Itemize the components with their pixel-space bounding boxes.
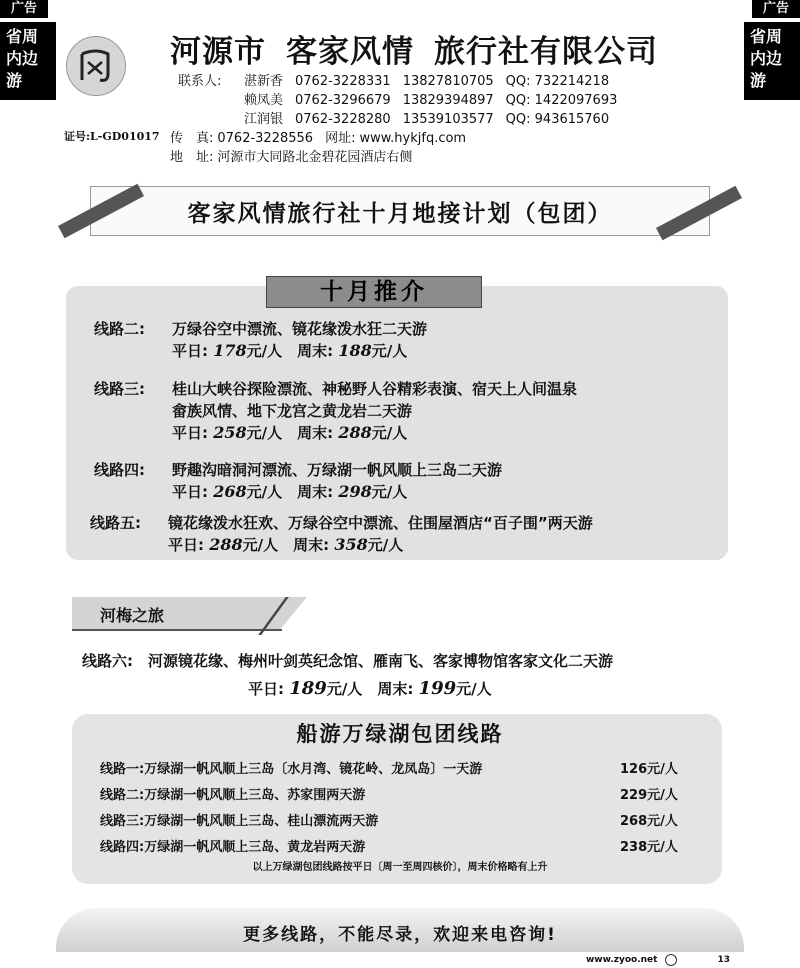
contact-row <box>178 91 629 110</box>
banner-title: 客家风情旅行社十月地接计划（包团） <box>90 186 710 236</box>
boat-route <box>100 784 365 803</box>
contact-mobile: 13539103577 <box>402 112 494 127</box>
route-label: 线路一: <box>100 762 145 777</box>
weekend-price: 288 <box>338 423 372 442</box>
company-city: 河源市 <box>170 34 266 70</box>
route-desc: 万绿湖一帆风顺上三岛、苏家围两天游 <box>144 788 366 803</box>
route-label: 线路五: <box>90 514 141 532</box>
price-unit: 元/人 <box>246 483 283 501</box>
weekend-label: 周末: <box>377 680 414 698</box>
license-number: 证号:L-GD01017 <box>64 130 160 143</box>
contact-mobile: 13827810705 <box>402 74 494 89</box>
route-desc: 镜花缘泼水狂欢、万绿谷空中漂流、住围屋酒店“百子围”两天游 <box>168 514 593 532</box>
weekday-label: 平日: <box>172 483 208 501</box>
weekend-label: 周末: <box>297 483 334 501</box>
ad-label: 广告 <box>752 0 800 18</box>
price-unit: 元/人 <box>456 680 492 698</box>
weekday-label: 平日: <box>168 536 204 554</box>
route-label: 线路二: <box>94 320 145 338</box>
route-label: 线路三: <box>94 380 145 398</box>
weekend-price: 199 <box>418 678 457 699</box>
plan-banner <box>90 184 710 238</box>
price-unit: 元/人 <box>371 342 408 360</box>
boat-route <box>100 836 365 855</box>
route-six <box>82 650 613 671</box>
route-desc: 万绿湖一帆风顺上三岛、桂山漂流两天游 <box>144 814 379 829</box>
weekday-price: 268 <box>213 482 247 501</box>
contact-name: 湛新香 <box>244 74 284 89</box>
fax-label: 传 真: <box>170 131 214 146</box>
fax-row <box>170 129 629 148</box>
fax-number: 0762-3228556 <box>217 131 314 146</box>
route-desc: 畲族风情、地下龙宫之黄龙岩二天游 <box>172 402 413 420</box>
weekday-price: 178 <box>213 341 247 360</box>
price-unit: 元/人 <box>326 680 363 698</box>
address-text: 河源市大同路北金碧花园酒店右侧 <box>217 150 413 165</box>
weekend-price: 358 <box>334 535 368 554</box>
price-unit: 元/人 <box>371 483 408 501</box>
weekday-price: 189 <box>289 678 327 699</box>
contact-mobile: 13829394897 <box>402 93 494 108</box>
boat-note: 以上万绿湖包团线路按平日〔周一至周四核价〕，周末价格略有上升 <box>252 862 548 873</box>
company-brand: 客家风情 <box>286 34 414 70</box>
route-six-price <box>248 678 492 699</box>
price-unit: 元/人 <box>246 342 283 360</box>
route-item <box>94 459 502 503</box>
route-desc: 野趣沟暗洞河漂流、万绿湖一帆风顺上三岛二天游 <box>172 461 503 479</box>
contact-qq: QQ: 732214218 <box>505 74 610 89</box>
logo-mark-icon <box>74 44 118 88</box>
route-desc: 万绿湖一帆风顺上三岛〔水月湾、镜花岭、龙凤岛〕一天游 <box>144 762 483 777</box>
weekday-price: 258 <box>213 423 247 442</box>
website-link[interactable]: www.hykjfq.com <box>359 131 467 146</box>
price-unit: 元/人 <box>367 536 404 554</box>
contact-row <box>178 72 629 91</box>
contact-phone: 0762-3228331 <box>295 74 391 89</box>
heyuan-meizhou-title: 河梅之旅 <box>100 606 165 625</box>
route-label: 线路六: <box>82 652 133 670</box>
price-unit: 元/人 <box>371 424 408 442</box>
page-number: 13 <box>717 955 730 965</box>
footer-slogan: 更多线路，不能尽录，欢迎来电咨询! <box>243 925 557 945</box>
boat-price: 126元/人 <box>620 762 678 777</box>
tab-underline <box>72 629 282 631</box>
route-desc: 万绿谷空中漂流、镜花缘泼水狂二天游 <box>172 320 428 338</box>
contact-row <box>178 110 629 129</box>
boat-price: 238元/人 <box>620 840 678 855</box>
weekday-price: 288 <box>209 535 243 554</box>
route-label: 线路三: <box>100 814 145 829</box>
contact-qq: QQ: 1422097693 <box>505 93 618 108</box>
route-desc: 桂山大峡谷探险漂流、神秘野人谷精彩表演、宿天上人间温泉 <box>172 380 578 398</box>
weekend-price: 298 <box>338 482 372 501</box>
contact-phone: 0762-3228280 <box>295 112 391 127</box>
contact-block <box>170 72 629 167</box>
price-unit: 元/人 <box>246 424 283 442</box>
boat-route <box>100 758 482 777</box>
contact-qq: QQ: 943615760 <box>505 112 610 127</box>
address-label: 地 址: <box>170 150 214 165</box>
address-row <box>170 148 629 167</box>
boat-route <box>100 810 378 829</box>
weekend-label: 周末: <box>297 342 334 360</box>
route-item <box>90 512 593 556</box>
company-suffix: 旅行社有限公司 <box>434 34 658 70</box>
route-item <box>94 318 427 362</box>
footer-site[interactable]: www.zyoo.net <box>585 955 658 965</box>
price-unit: 元/人 <box>242 536 279 554</box>
weekend-label: 周末: <box>297 424 334 442</box>
weekend-label: 周末: <box>293 536 330 554</box>
boat-title: 船游万绿湖包团线路 <box>296 722 504 746</box>
boat-price: 229元/人 <box>620 788 678 803</box>
contact-name: 江润银 <box>244 112 284 127</box>
contact-label: 联系人: <box>178 74 222 89</box>
route-label: 线路四: <box>100 840 145 855</box>
weekday-label: 平日: <box>172 424 208 442</box>
route-desc: 河源镜花缘、梅州叶剑英纪念馆、雁南飞、客家博物馆客家文化二天游 <box>148 652 614 670</box>
route-item <box>94 378 577 444</box>
contact-phone: 0762-3296679 <box>295 93 391 108</box>
section-tab: 省周 内边 游 <box>0 22 56 100</box>
weekend-price: 188 <box>338 341 372 360</box>
weekday-label: 平日: <box>248 680 284 698</box>
boat-price: 268元/人 <box>620 814 678 829</box>
heyuan-meizhou-tab <box>72 597 307 631</box>
footer-strip <box>0 952 800 968</box>
route-desc: 万绿湖一帆风顺上三岛、黄龙岩两天游 <box>144 840 366 855</box>
weekday-label: 平日: <box>172 342 208 360</box>
section-tab: 省周 内边 游 <box>744 22 800 100</box>
route-label: 线路四: <box>94 461 145 479</box>
magazine-icon <box>665 954 677 966</box>
ad-label: 广告 <box>0 0 48 18</box>
route-label: 线路二: <box>100 788 145 803</box>
contact-name: 赖凤美 <box>244 93 284 108</box>
website-label: 网址: <box>325 131 356 146</box>
company-name <box>170 26 658 71</box>
october-title: 十月推介 <box>266 276 482 308</box>
company-logo <box>66 36 126 96</box>
